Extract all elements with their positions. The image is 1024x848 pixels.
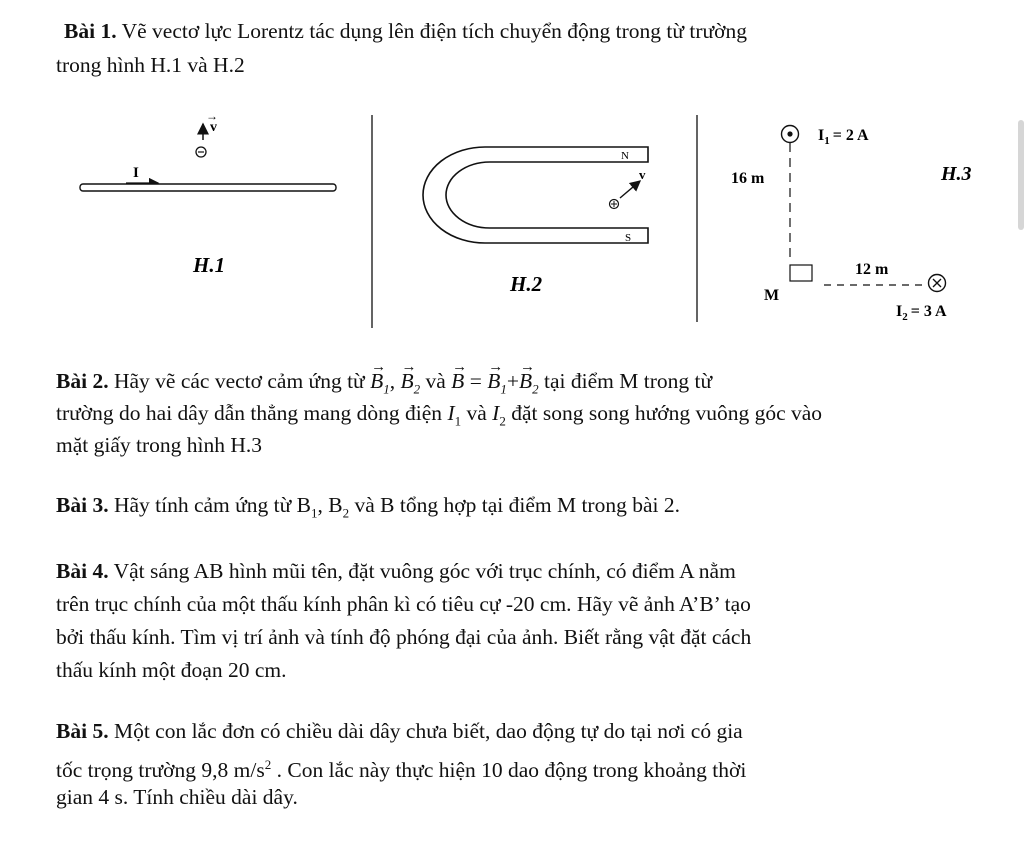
bai5-line3: gian 4 s. Tính chiều dài dây. — [56, 785, 298, 809]
i2-label: $I_2 = 3$ A — [896, 303, 947, 323]
negative-charge-h1 — [196, 147, 206, 157]
pole-n: N — [621, 150, 629, 162]
vector-b: → B — [451, 366, 464, 397]
figure-h1 — [80, 109, 336, 277]
velocity-arrow-h1 — [203, 109, 218, 140]
wire-h1 — [80, 184, 336, 191]
figure-h3 — [731, 126, 972, 324]
vector-b2-sum: → $B_2$ — [519, 366, 539, 404]
bai2-equals: = — [469, 369, 482, 393]
point-m-label: M — [764, 287, 780, 304]
bai4-line1: Bài 4. Vật sáng AB hình mũi tên, đặt vuông góc với trục chính, có điểm A nằm — [56, 559, 736, 583]
bai5-label: Bài 5. — [56, 719, 109, 743]
bai4-line4: thấu kính một đoạn 20 cm. — [56, 658, 287, 682]
velocity-label-h1: v — [210, 120, 217, 135]
bai2-plus: + — [506, 369, 519, 393]
figure-h2 — [423, 147, 648, 296]
pole-s: S — [625, 232, 632, 244]
vector-b1-sum: → $B_1$ — [487, 366, 507, 404]
bai1-line2: trong hình H.1 và H.2 — [56, 53, 245, 77]
current-out-symbol — [782, 126, 799, 143]
bai4-line3: bởi thấu kính. Tìm vị trí ảnh và tính độ phóng đại của ảnh. Biết rằng vật đặt cách — [56, 625, 752, 649]
caption-h2: H.2 — [510, 272, 543, 296]
vector-b2: → $B_2$ — [400, 366, 420, 404]
velocity-label-h2: v — [639, 167, 646, 182]
distance-16m: 16 m — [731, 170, 765, 187]
bai3-label: Bài 3. — [56, 493, 109, 517]
bai4-label: Bài 4. — [56, 559, 109, 583]
bai4-line2: trên trục chính của một thấu kính phân kì có tiêu cự -20 cm. Hãy vẽ ảnh A’B’ tạo — [56, 592, 751, 616]
positive-charge-h2 — [610, 200, 619, 209]
i1-label: $I_1 = 2$ A — [818, 127, 869, 147]
caption-h3: H.3 — [941, 163, 972, 185]
bai2-comma: , — [389, 369, 396, 393]
bai2-line3: mặt giấy trong hình H.3 — [56, 433, 263, 457]
figures — [0, 0, 1024, 345]
bai1-label: Bài 1. — [64, 19, 117, 43]
velocity-arrow-h2 — [620, 181, 640, 198]
vector-b1: → $B_1$ — [370, 366, 390, 404]
bai2-line2: trường do hai dây dẫn thẳng mang dòng điện $I_1$ và $I_2$ đặt song song hướng vuông góc vào — [56, 401, 823, 429]
bai2-text-2: tại điểm M trong từ — [544, 369, 713, 393]
velocity-vector-mark-h1: → — [206, 109, 218, 123]
current-in-symbol — [929, 275, 946, 292]
bai2-label: Bài 2. — [56, 369, 109, 393]
scrollbar[interactable] — [1018, 120, 1024, 230]
bai1-text-line1: Vẽ vectơ lực Lorentz tác dụng lên điện tích chuyển động trong từ trường — [121, 19, 748, 43]
bai5-line1: Bài 5. Một con lắc đơn có chiều dài dây chưa biết, dao động tự do tại nơi có gia — [56, 719, 743, 743]
right-angle-mark — [790, 265, 812, 281]
caption-h1: H.1 — [193, 253, 226, 277]
horseshoe-magnet — [423, 147, 648, 243]
bai2-text-1: Hãy vẽ các vectơ cảm ứng từ — [113, 369, 365, 393]
bai2-and: và — [425, 369, 446, 393]
distance-12m: 12 m — [855, 261, 889, 278]
bai3-line1: Bài 3. Hãy tính cảm ứng từ $B_1$, $B_2$ và B tổng hợp tại điểm M trong bài 2. — [56, 493, 680, 521]
current-label-h1: I — [133, 165, 139, 181]
bai5-line2: tốc trọng trường 9,8 $m/s^2$ . Con lắc này thực hiện 10 dao động trong khoảng thời — [56, 757, 747, 783]
